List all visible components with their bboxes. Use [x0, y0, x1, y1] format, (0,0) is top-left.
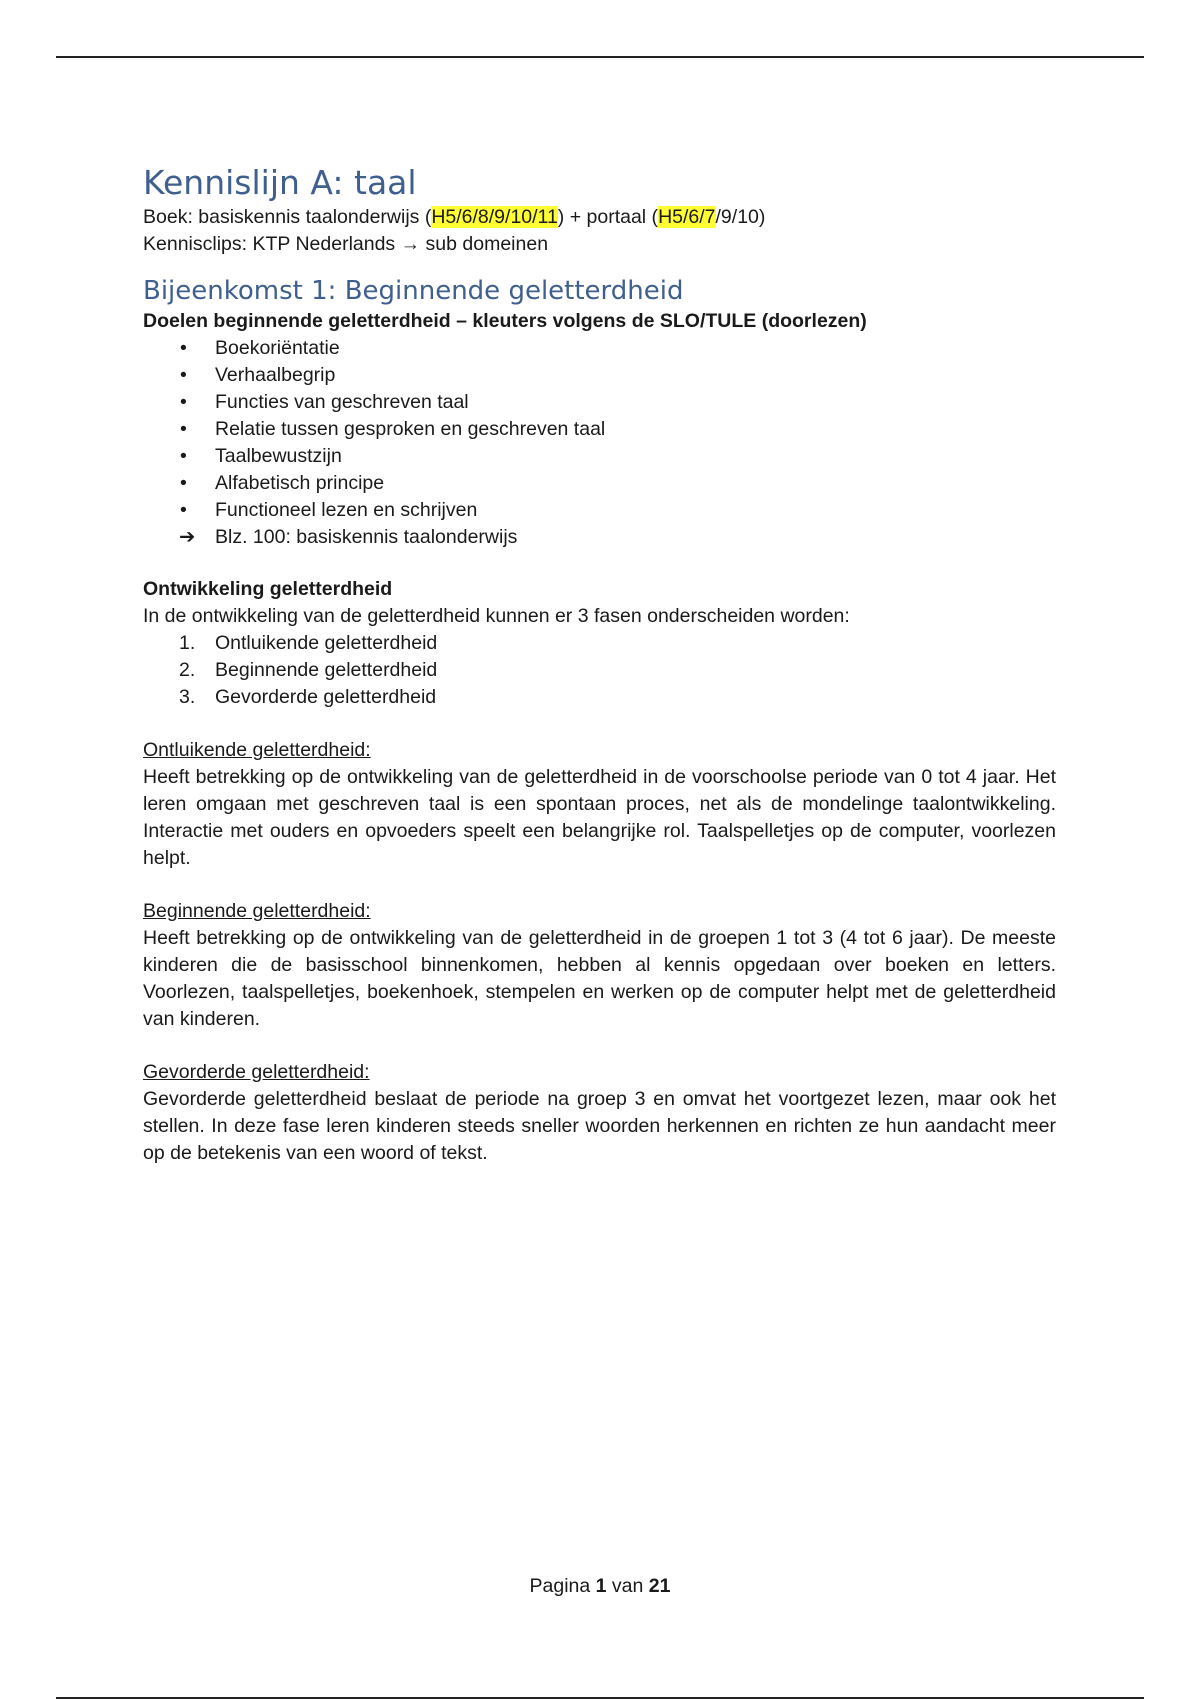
book-line-middle: ) + portaal (: [557, 206, 659, 228]
goals-list: [143, 335, 1056, 524]
page-label: Pagina: [529, 1575, 591, 1597]
list-item-label: Beginnende geletterdheid: [215, 659, 438, 681]
portal-chapters-highlight: H5/6/7: [658, 206, 716, 228]
paragraph-text: Heeft betrekking op de ontwikkeling van de geletterdheid in de voorschoolse periode van 0 tot 4 jaar. Het leren omgaan met geschreven taal is een spontaan proces, net als de mondelinge taalontwikkeling. Interactie met ouders en opvoeders speelt een belangrijke rol. Taalspelletjes op de computer, voorlezen helpt.: [143, 766, 1056, 869]
of-label: van: [611, 1575, 644, 1597]
section-title: Bijeenkomst 1: Beginnende geletterdheid: [143, 276, 684, 306]
total-pages: 21: [648, 1575, 671, 1597]
book-chapters-highlight: H5/6/8/9/10/11: [431, 206, 558, 228]
list-item: • Boekoriëntatie: [143, 335, 1056, 362]
goals-heading: Doelen beginnende geletterdheid – kleuters volgens de SLO/TULE (doorlezen): [143, 310, 867, 332]
clips-line-suffix: sub domeinen: [425, 233, 549, 255]
book-line-suffix: /9/10): [715, 206, 766, 228]
list-number: 2.: [179, 659, 196, 681]
arrow-icon: ➔: [179, 526, 196, 548]
list-item: • Taalbewustzijn: [143, 443, 1056, 470]
clips-line-prefix: Kennisclips: KTP Nederlands: [143, 233, 396, 255]
page-footer: [0, 1575, 1200, 1598]
paragraph-text: Gevorderde geletterdheid beslaat de periode na groep 3 en omvat het voortgezet lezen, maar ook het stellen. In deze fase leren kinderen steeds sneller woorden herkennen en richten ze hun aandacht meer op de betekenis van een woord of tekst.: [143, 1088, 1056, 1164]
reference-text: Blz. 100: basiskennis taalonderwijs: [215, 526, 518, 548]
paragraph-heading: Beginnende geletterdheid:: [143, 900, 371, 922]
list-item: • Functies van geschreven taal: [143, 389, 1056, 416]
phases-list: [143, 630, 1056, 711]
paragraph-text: Heeft betrekking op de ontwikkeling van de geletterdheid in de groepen 1 tot 3 (4 tot 6 jaar). De meeste kinderen die de basisschool binnenkomen, hebben al kennis opgedaan over boeken en letters. Voorlezen, taalspelletjes, boekenhoek, stempelen en werken op de computer helpt met de geletterdheid van kinderen.: [143, 927, 1056, 1030]
book-line-prefix: Boek: basiskennis taalonderwijs (: [143, 206, 432, 228]
list-item: • Relatie tussen gesproken en geschreven taal: [143, 416, 1056, 443]
clips-line: [143, 231, 1056, 258]
list-item-label: Ontluikende geletterdheid: [215, 632, 438, 654]
list-number: 1.: [179, 632, 196, 654]
list-number: 3.: [179, 686, 196, 708]
book-line: [143, 204, 1056, 231]
list-item: [143, 684, 1056, 711]
page-title: Kennislijn A: taal: [143, 163, 417, 202]
list-item: • Verhaalbegrip: [143, 362, 1056, 389]
development-intro: In de ontwikkeling van de geletterdheid kunnen er 3 fasen onderscheiden worden:: [143, 605, 850, 627]
list-item-label: Gevorderde geletterdheid: [215, 686, 437, 708]
document-body: [143, 162, 1056, 1167]
list-item: [143, 630, 1056, 657]
development-heading: Ontwikkeling geletterdheid: [143, 578, 393, 600]
right-arrow-icon: →: [400, 233, 421, 255]
list-item: [143, 657, 1056, 684]
paragraph-heading: Gevorderde geletterdheid:: [143, 1061, 370, 1083]
reference-line: [143, 524, 1056, 551]
list-item: • Functioneel lezen en schrijven: [143, 497, 1056, 524]
page-number: 1: [595, 1575, 607, 1597]
list-item: • Alfabetisch principe: [143, 470, 1056, 497]
paragraph-heading: Ontluikende geletterdheid:: [143, 739, 371, 761]
header-rule: [56, 56, 1144, 58]
footer-rule: [56, 1697, 1144, 1699]
